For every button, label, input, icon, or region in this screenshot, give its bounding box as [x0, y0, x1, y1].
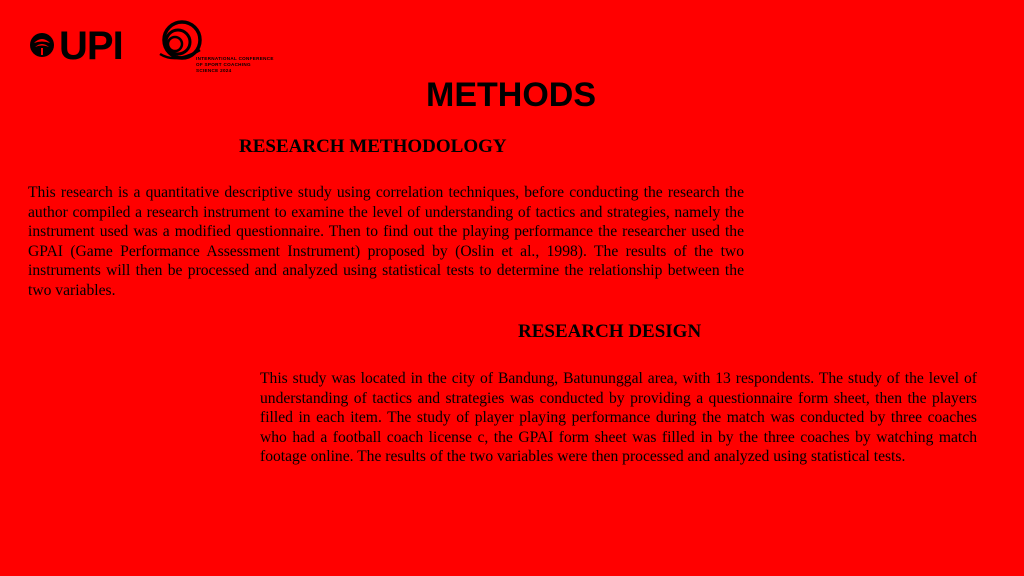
conference-line-3: SCIENCE 2024 — [196, 68, 232, 73]
upi-wordmark: UPI — [59, 24, 123, 68]
conference-line-2: OF SPORT COACHING — [196, 62, 251, 67]
methodology-paragraph: This research is a quantitative descriptive study using correlation techniques, before conducting the research the author compiled a research instrument to examine the level of understanding of tactics and strategies, namely the instrument used was a modified questionnaire. Then to find out the playing performance the researcher used the GPAI (Game Performance Assessment Instrument) proposed by (Oslin et al., 1998). The results of the two instruments will then be processed and analyzed using statistical tests to determine the relationship between the two variables. — [28, 184, 744, 299]
page-title-wrap — [0, 74, 1024, 116]
methodology-heading: RESEARCH METHODOLOGY — [239, 136, 507, 157]
upi-emblem-icon — [28, 31, 56, 59]
page-title: METHODS — [426, 76, 596, 114]
design-heading: RESEARCH DESIGN — [518, 321, 702, 342]
design-paragraph: This study was located in the city of Bandung, Batununggal area, with 13 respondents. The study of the level of understanding of tactics and strategies was conducted by providing a questionnaire form sheet, then the players filled in each item. The study of player playing performance during the match was conducted by three coaches who had a football coach license c, the GPAI form sheet was filled in by the three coaches by watching match footage online. The results of the two variables were then processed and analyzed using statistical tests. — [260, 370, 977, 465]
conference-text — [196, 56, 286, 74]
conference-logo — [156, 20, 286, 82]
upi-logo — [28, 24, 124, 68]
conference-line-1: INTERNATIONAL CONFERENCE — [196, 56, 274, 61]
